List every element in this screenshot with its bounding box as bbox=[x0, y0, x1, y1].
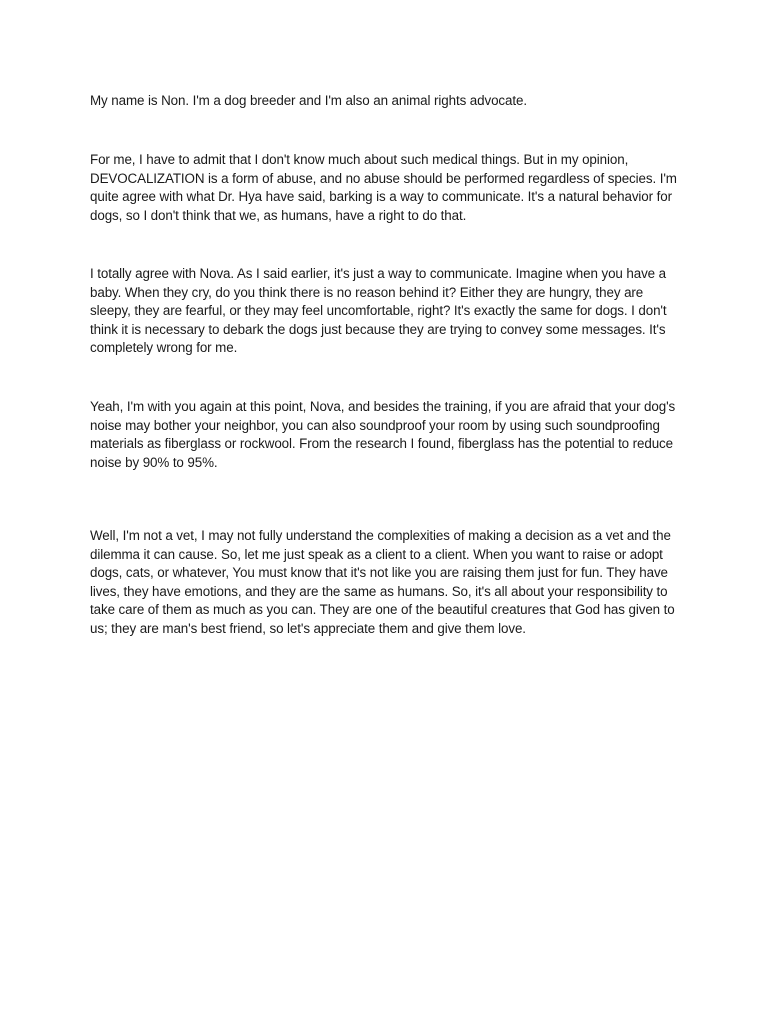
paragraph-agree-with-nova: I totally agree with Nova. As I said earlier, it's just a way to communicate. Imagine when you have a baby. When they cry, do you think there is no reason behind it? Either they are hungry, they are sleepy, they are fearful, or they may feel uncomfortable, right? It's exactly the same for dogs. I don't think it is necessary to debark the dogs just because they are trying to convey some messages. It's completely wrong for me. bbox=[90, 266, 667, 356]
paragraph-intro: My name is Non. I'm a dog breeder and I'm also an animal rights advocate. bbox=[90, 93, 527, 108]
paragraph-closing: Well, I'm not a vet, I may not fully understand the complexities of making a decision as a vet and the dilemma it can cause. So, let me just speak as a client to a client. When you want to raise or adopt dogs, cats, or whatever, You must know that it's not like you are raising them just for fun. They have lives, they have emotions, and they are the same as humans. So, it's all about your responsibility to take care of them as much as you can. They are one of the beautiful creatures that God has given to us; they are man's best friend, so let's appreciate them and give them love. bbox=[90, 528, 675, 636]
paragraph-soundproofing: Yeah, I'm with you again at this point, Nova, and besides the training, if you are afraid that your dog's noise may bother your neighbor, you can also soundproof your room by using such soundproofing materials as fiberglass or rockwool. From the research I found, fiberglass has the potential to reduce noise by 90% to 95%. bbox=[90, 399, 676, 470]
paragraph-devocalization-opinion: For me, I have to admit that I don't know much about such medical things. But in my opinion, DEVOCALIZATION is a form of abuse, and no abuse should be performed regardless of species. I'm quite agree with what Dr. Hya have said, barking is a way to communicate. It's a natural behavior for dogs, so I don't think that we, as humans, have a right to do that. bbox=[90, 152, 677, 223]
